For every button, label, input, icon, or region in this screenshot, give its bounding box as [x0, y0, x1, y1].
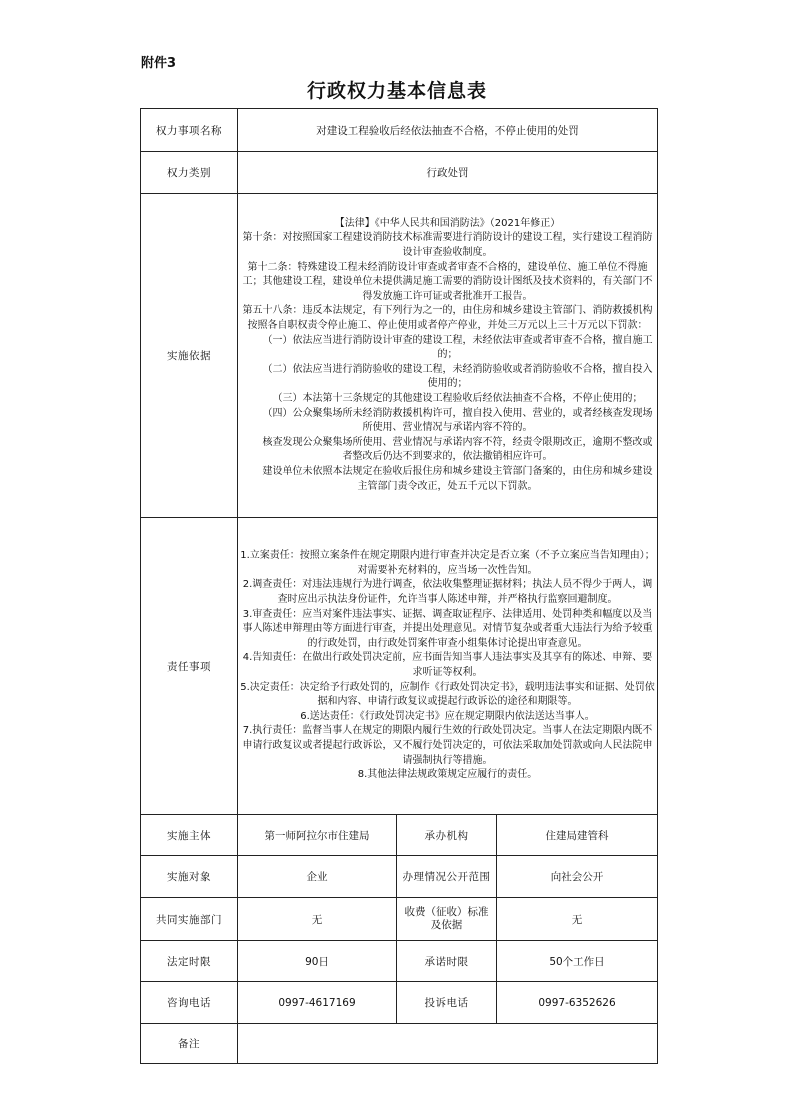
attachment-label: 附件3 [141, 56, 177, 71]
basis-line: 第十条：对按照国家工程建设消防技术标准需要进行消防设计的建设工程，实行建设工程消防设计审查验收制度。 [242, 232, 653, 259]
target-value: 企业 [238, 856, 397, 898]
legal-limit-value: 90日 [238, 941, 397, 982]
row-remark [141, 1024, 658, 1064]
category-value: 行政处罚 [238, 152, 658, 194]
remark-label: 备注 [141, 1024, 238, 1064]
legal-limit-label: 法定时限 [141, 941, 238, 982]
row-time-limit [141, 941, 658, 982]
duty-line: 4.告知责任：在做出行政处罚决定前，应书面告知当事人违法事实及其享有的陈述、申辩、要求听证等权利。 [242, 652, 653, 678]
remark-value [238, 1024, 658, 1064]
promise-limit-label: 承诺时限 [397, 941, 497, 982]
target-label: 实施对象 [141, 856, 238, 898]
fee-label-line2: 及依据 [430, 919, 463, 931]
category-label: 权力类别 [141, 152, 238, 194]
agency-label: 承办机构 [397, 815, 497, 856]
phone-label: 咨询电话 [141, 982, 238, 1024]
basis-line: 第五十八条：违反本法规定，有下列行为之一的，由住房和城乡建设主管部门、消防救援机构按照各自职权责令停止施工、停止使用或者停产停业，并处三万元以上三十万元以下罚款： [242, 305, 653, 332]
info-table [140, 108, 658, 1064]
basis-line: 【法律】《中华人民共和国消防法》（2021年修正） [334, 217, 561, 229]
agency-value: 住建局建管科 [497, 815, 658, 856]
row-phone [141, 982, 658, 1024]
row-target [141, 856, 658, 898]
basis-label: 实施依据 [141, 194, 238, 518]
subject-value: 第一师阿拉尔市住建局 [238, 815, 397, 856]
complaint-label: 投诉电话 [397, 982, 497, 1024]
basis-line: （三）本法第十三条规定的其他建设工程验收后经依法抽查不合格，不停止使用的； [272, 392, 643, 404]
basis-line: （二）依法应当进行消防验收的建设工程，未经消防验收或者消防验收不合格，擅自投入使用的； [262, 363, 653, 390]
row-basis [141, 194, 658, 518]
basis-text [238, 194, 658, 518]
page-title: 行政权力基本信息表 [306, 80, 487, 102]
phone-value: 0997-4617169 [238, 982, 397, 1024]
basis-line: 第十二条：特殊建设工程未经消防设计审查或者审查不合格的，建设单位、施工单位不得施工；其他建设工程，建设单位未提供满足施工需要的消防设计图纸及技术资料的，有关部门不得发放施工许可证或者批准开工报告。 [242, 261, 653, 302]
basis-line: 核查发现公众聚集场所使用、营业情况与承诺内容不符，经责令限期改正，逾期不整改或者整改后仍达不到要求的，依法撤销相应许可。 [262, 436, 653, 463]
duty-line: 2.调查责任：对违法违规行为进行调查，依法收集整理证据材料；执法人员不得少于两人，调查时应出示执法身份证件，允许当事人陈述申辩，并严格执行监察回避制度。 [242, 579, 653, 606]
row-subject [141, 815, 658, 856]
fee-value: 无 [497, 898, 658, 941]
joint-value: 无 [238, 898, 397, 941]
fee-label-line1: 收费（征收）标准 [404, 906, 489, 918]
item-name-label: 权力事项名称 [141, 109, 238, 152]
basis-line: （一）依法应当进行消防设计审查的建设工程，未经依法审查或者审查不合格，擅自施工的； [262, 334, 653, 361]
row-joint [141, 898, 658, 941]
joint-label: 共同实施部门 [141, 898, 238, 941]
promise-limit-value: 50个工作日 [497, 941, 658, 982]
complaint-value: 0997-6352626 [497, 982, 658, 1024]
duty-label: 责任事项 [141, 518, 238, 815]
fee-label [397, 898, 497, 941]
duty-line: 3.审查责任：应当对案件违法事实、证据、调查取证程序、法律适用、处罚种类和幅度以及当事人陈述申辩理由等方面进行审查，并提出处理意见。对情节复杂或者重大违法行为给予较重的行政处罚，由行政处罚案件审查小组集体讨论提出审查意见。 [242, 608, 653, 649]
subject-label: 实施主体 [141, 815, 238, 856]
duty-line: 1.立案责任：按照立案条件在规定期限内进行审查并决定是否立案（不予立案应当告知理由）；对需要补充材料的，应当场一次性告知。 [240, 550, 655, 576]
duty-text [238, 518, 658, 815]
item-name-value: 对建设工程验收后经依法抽查不合格，不停止使用的处罚 [238, 109, 658, 152]
row-item-name [141, 109, 658, 152]
disclosure-value: 向社会公开 [497, 856, 658, 898]
duty-line: 7.执行责任：监督当事人在规定的期限内履行生效的行政处罚决定。当事人在法定期限内既不申请行政复议或者提起行政诉讼，又不履行处罚决定的，可依法采取加处罚款或向人民法院申请强制执行等措施。 [242, 725, 653, 766]
row-category [141, 152, 658, 194]
row-duty [141, 518, 658, 815]
basis-line: 建设单位未依照本法规定在验收后报住房和城乡建设主管部门备案的，由住房和城乡建设主管部门责令改正，处五千元以下罚款。 [262, 465, 653, 492]
duty-line: 5.决定责任：决定给予行政处罚的，应制作《行政处罚决定书》，载明违法事实和证据、处罚依据和内容、申请行政复议或提起行政诉讼的途径和期限等。 [240, 681, 655, 708]
disclosure-label: 办理情况公开范围 [397, 856, 497, 898]
duty-line: 6.送达责任：《行政处罚决定书》应在规定期限内依法送达当事人。 [300, 710, 595, 722]
duty-line: 8.其他法律法规政策规定应履行的责任。 [357, 769, 538, 781]
basis-line: （四）公众聚集场所未经消防救援机构许可，擅自投入使用、营业的，或者经核查发现场所使用、营业情况与承诺内容不符的。 [262, 407, 653, 434]
